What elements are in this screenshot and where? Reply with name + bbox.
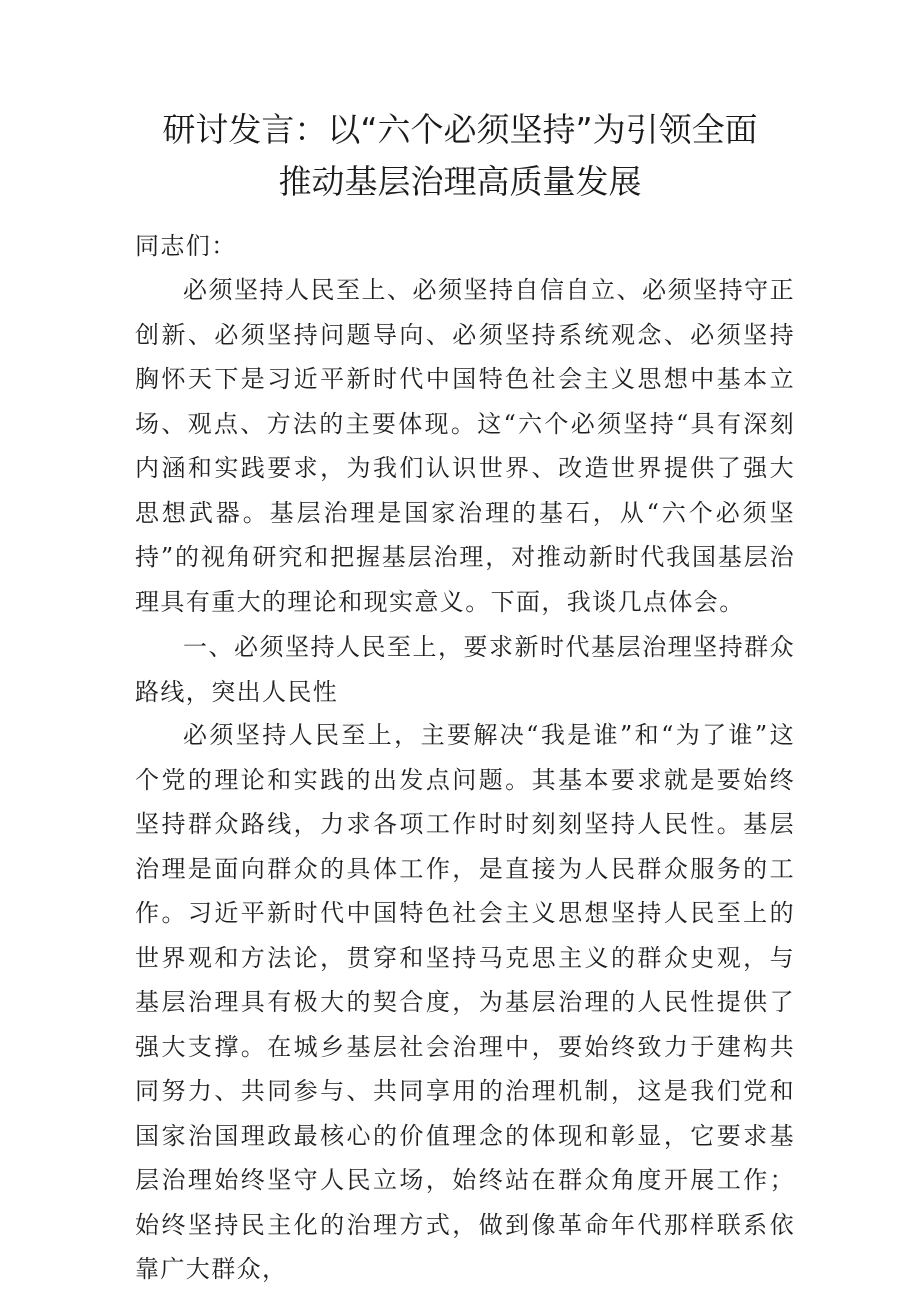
salutation: 同志们： (135, 232, 237, 260)
document-title-line-1: 研讨发言：以“六个必须坚持”为引领全面 (162, 110, 758, 149)
paragraph-section-1: 必须坚持人民至上，主要解决“我是谁”和“为了谁”这个党的理论和实践的出发点问题。其基本要求就是要始终坚持群众路线，力求各项工作时时刻刻坚持人民性。基层治理是面向群众的具体工作，是直接为人民群众服务的工作。习近平新时代中国特色社会主义思想坚持人民至上的世界观和方法论，贯穿和坚持马克思主义的群众史观，与基层治理具有极大的契合度，为基层治理的人民性提供了强大支撑。在城乡基层社会治理中，要始终致力于建构共同努力、共同参与、共同享用的治理机制，这是我们党和国家治国理政最核心的价值理念的体现和彰显，它要求基层治理始终坚守人民立场，始终站在群众角度开展工作；始终坚持民主化的治理方式，做到像革命年代那样联系依靠广大群众， (135, 721, 795, 1283)
document-title-line-2: 推动基层治理高质量发展 (278, 162, 642, 201)
section-heading-1: 一、必须坚持人民至上，要求新时代基层治理坚持群众路线，突出人民性 (135, 633, 795, 706)
paragraph-intro: 必须坚持人民至上、必须坚持自信自立、必须坚持守正创新、必须坚持问题导向、必须坚持系统观念、必须坚持胸怀天下是习近平新时代中国特色社会主义思想中基本立场、观点、方法的主要体现。这“六个必须坚持“具有深刻内涵和实践要求，为我们认识世界、改造世界提供了强大思想武器。基层治理是国家治理的基石，从“六个必须坚持”的视角研究和把握基层治理，对推动新时代我国基层治理具有重大的理论和现实意义。下面，我谈几点体会。 (135, 276, 795, 616)
